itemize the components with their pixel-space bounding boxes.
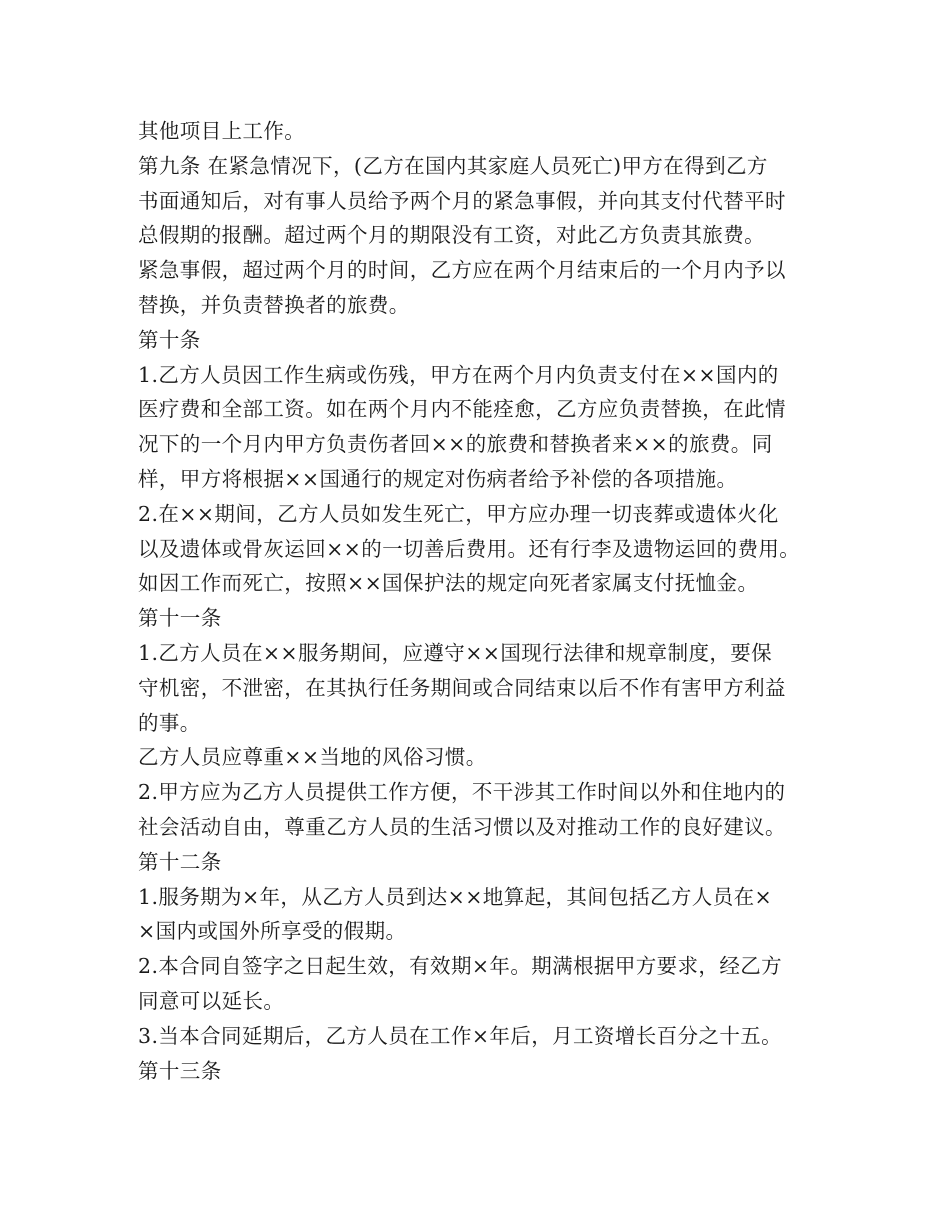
article-9-heading-line: 第九条 在紧急情况下，(乙方在国内其家庭人员死亡)甲方在得到乙方: [138, 153, 768, 178]
text-line: 3.当本合同延期后，乙方人员在工作×年后，月工资增长百分之十五。: [138, 1023, 783, 1048]
text-line: 紧急事假，超过两个月的时间，乙方应在两个月结束后的一个月内予以: [138, 258, 786, 283]
text-line: 社会活动自由，尊重乙方人员的生活习惯以及对推动工作的良好建议。: [138, 814, 786, 839]
text-line: 总假期的报酬。超过两个月的期限没有工资，对此乙方负责其旅费。: [138, 223, 765, 248]
text-line: 的事。: [138, 710, 201, 735]
article-13-heading: 第十三条: [138, 1058, 222, 1083]
text-line: 2.在××期间，乙方人员如发生死亡，甲方应办理一切丧葬或遗体火化: [138, 501, 779, 526]
text-line: 其他项目上工作。: [138, 119, 306, 143]
text-line: 样，甲方将根据××国通行的规定对伤病者给予补偿的各项措施。: [138, 466, 738, 491]
text-line: 如因工作而死亡，按照××国保护法的规定向死者家属支付抚恤金。: [138, 571, 759, 596]
text-line: 医疗费和全部工资。如在两个月内不能痊愈，乙方应负责替换，在此情: [138, 397, 786, 422]
text-line: 1.乙方人员在××服务期间，应遵守××国现行法律和规章制度，要保: [138, 640, 773, 665]
text-line: 书面通知后，对有事人员给予两个月的紧急事假，并向其支付代替平时: [138, 188, 786, 213]
text-line: 2.本合同自签字之日起生效，有效期×年。期满根据甲方要求，经乙方: [138, 954, 783, 979]
text-line: 1.乙方人员因工作生病或伤残，甲方在两个月内负责支付在××国内的: [138, 362, 779, 387]
text-line: ×国内或国外所享受的假期。: [138, 919, 407, 944]
text-line: 况下的一个月内甲方负责伤者回××的旅费和替换者来××的旅费。同: [138, 432, 773, 457]
text-line: 乙方人员应尊重××当地的风俗习惯。: [138, 745, 487, 770]
document-body: [138, 114, 828, 1088]
text-line: 2.甲方应为乙方人员提供工作方便，不干涉其工作时间以外和住地内的: [138, 780, 786, 805]
article-11-heading: 第十一条: [138, 606, 222, 631]
text-line: 守机密，不泄密，在其执行任务期间或合同结束以后不作有害甲方利益: [138, 675, 786, 700]
article-12-heading: 第十二条: [138, 849, 222, 874]
text-line: 以及遗体或骨灰运回××的一切善后费用。还有行李及遗物运回的费用。: [138, 536, 801, 561]
article-10-heading: 第十条: [138, 327, 201, 352]
text-line: 替换，并负责替换者的旅费。: [138, 292, 410, 317]
text-line: 同意可以延长。: [138, 988, 285, 1013]
text-line: 1.服务期为×年，从乙方人员到达××地算起，其间包括乙方人员在×: [138, 884, 773, 909]
